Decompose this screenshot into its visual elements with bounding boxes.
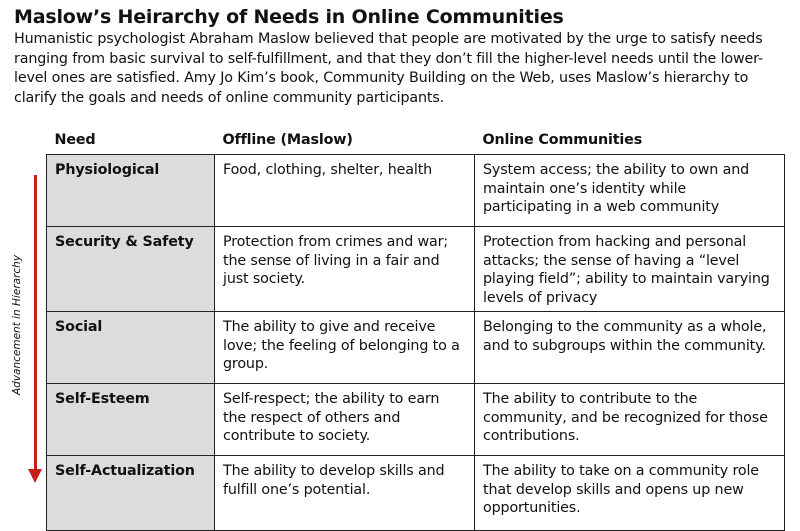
- offline-cell: The ability to develop skills and fulfill one’s potential.: [215, 456, 475, 531]
- table-row: [47, 456, 785, 531]
- table-row: [47, 312, 785, 384]
- need-cell: Social: [47, 312, 215, 384]
- header-online: Online Communities: [482, 131, 643, 148]
- online-cell: Protection from hacking and personal attacks; the sense of having a “level playing field”; ability to maintain varying levels of privacy: [475, 227, 785, 312]
- intro-paragraph: Humanistic psychologist Abraham Maslow believed that people are motivated by the urge to satisfy needs ranging from basic survival to self-fulfillment, and that they don’t fill the higher-level needs until the lower-level ones are satisfied. Amy Jo Kim’s book, Community Building on the Web, uses Maslow’s hierarchy to clarify the goals and needs of online community participants.: [14, 31, 764, 106]
- offline-cell: Self-respect; the ability to earn the respect of others and contribute to society.: [215, 384, 475, 456]
- offline-cell: Protection from crimes and war; the sense of living in a fair and just society.: [215, 227, 475, 312]
- arrow-shaft: [34, 175, 37, 475]
- table-row: [47, 384, 785, 456]
- need-cell: Security & Safety: [47, 227, 215, 312]
- table-header-row: [47, 126, 785, 155]
- online-cell: The ability to take on a community role that develop skills and opens up new opportunities.: [475, 456, 785, 531]
- table-row: [47, 227, 785, 312]
- offline-cell: Food, clothing, shelter, health: [215, 155, 475, 227]
- offline-cell: The ability to give and receive love; the feeling of belonging to a group.: [215, 312, 475, 384]
- need-cell: Self-Esteem: [47, 384, 215, 456]
- hierarchy-arrow: [0, 165, 46, 495]
- need-cell: Self-Actualization: [47, 456, 215, 531]
- online-cell: Belonging to the community as a whole, and to subgroups within the community.: [475, 312, 785, 384]
- online-cell: The ability to contribute to the community, and be recognized for those contributions.: [475, 384, 785, 456]
- arrow-label: Advancement in Hierarchy: [11, 254, 23, 396]
- page-title: Maslow’s Heirarchy of Needs in Online Communities: [14, 6, 564, 28]
- header-need: Need: [54, 131, 96, 148]
- header-offline: Offline (Maslow): [222, 131, 353, 148]
- arrow-down-icon: [28, 469, 42, 483]
- online-cell: System access; the ability to own and maintain one’s identity while participating in a web community: [475, 155, 785, 227]
- needs-table: [46, 126, 785, 531]
- need-cell: Physiological: [47, 155, 215, 227]
- table-row: [47, 155, 785, 227]
